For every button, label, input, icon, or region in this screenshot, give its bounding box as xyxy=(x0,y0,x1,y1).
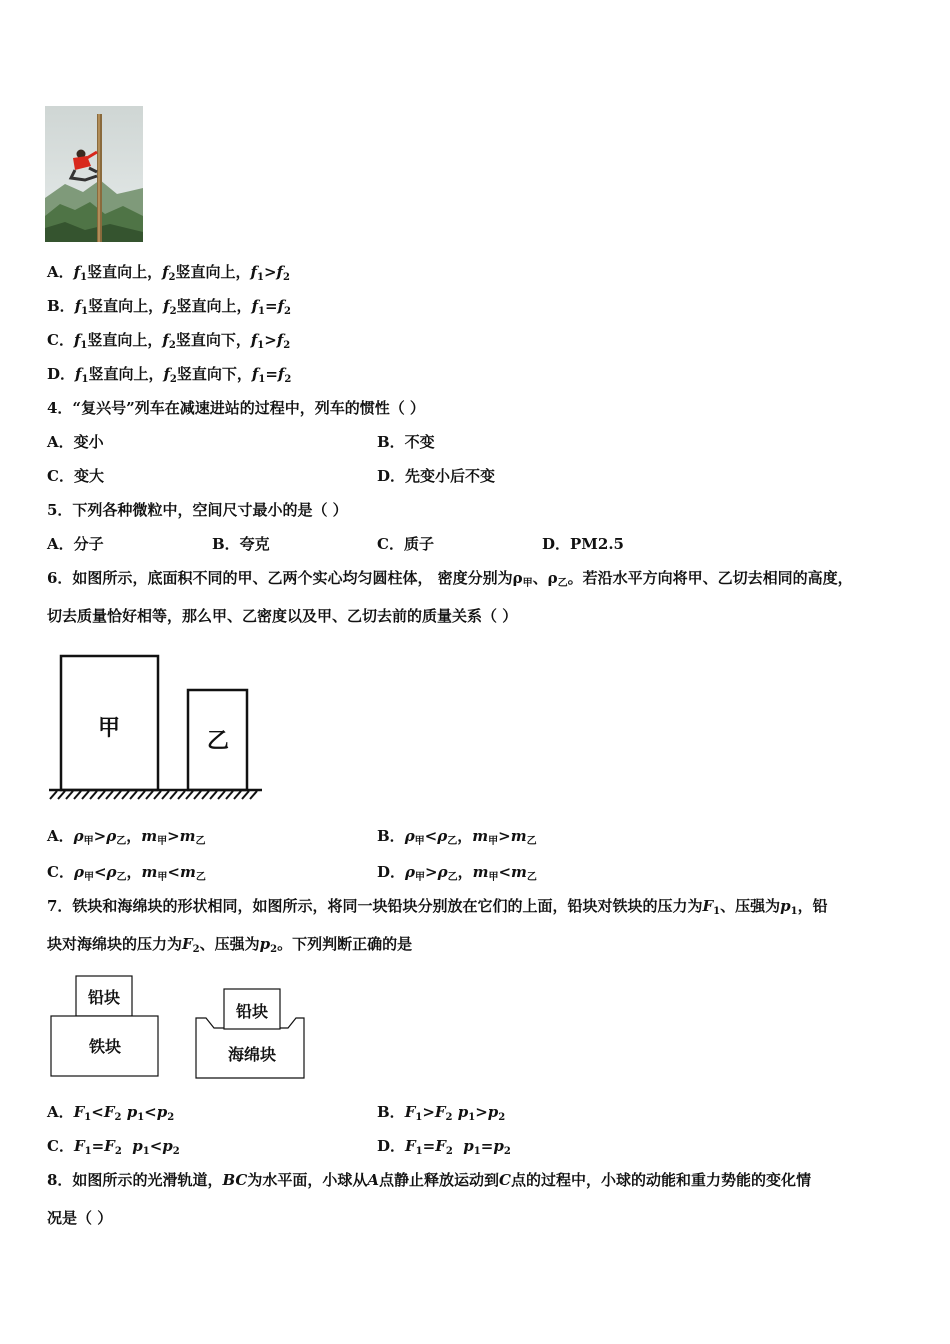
q4-option-a[interactable]: A．变小 xyxy=(47,433,104,451)
q6-cylinders-figure xyxy=(46,652,266,802)
q4-option-b[interactable]: B．不变 xyxy=(377,433,435,451)
q4-option-d[interactable]: D．先变小后不变 xyxy=(377,467,496,485)
q3-option-c[interactable]: C．$f_1$竖直向上，$f_2$竖直向下，$f_1>f_2$ xyxy=(47,331,291,351)
q7-option-d[interactable]: D．$F_1=F_2$ $p_1=p_2$ xyxy=(377,1137,511,1157)
q5-option-b[interactable]: B．夸克 xyxy=(212,535,270,553)
q5-option-d[interactable]: D．PM2.5 xyxy=(542,535,624,553)
q5-option-c[interactable]: C．质子 xyxy=(377,535,434,553)
q3-option-a[interactable]: A．$f_1$竖直向上，$f_2$竖直向上，$f_1>f_2$ xyxy=(47,263,290,283)
q4-option-c[interactable]: C．变大 xyxy=(47,467,104,485)
cylinder-jia-label: 甲 xyxy=(97,716,121,741)
lead-block-label-2: 铅块 xyxy=(235,1002,269,1021)
q7-option-c[interactable]: C．$F_1=F_2$ $p_1<p_2$ xyxy=(47,1137,180,1157)
q7-option-b[interactable]: B．$F_1>F_2$ $p_1>p_2$ xyxy=(377,1103,506,1123)
q7-stem-line1: 7．铁块和海绵块的形状相同，如图所示，将同一块铅块分别放在它们的上面，铅块对铁块的压力为$F_1$、压强为$p_1$，铅 xyxy=(47,897,828,917)
q5-stem: 5．下列各种微粒中，空间尺寸最小的是（ ） xyxy=(47,501,348,519)
q5-option-a[interactable]: A．分子 xyxy=(47,535,104,553)
q8-stem-line1: 8．如图所示的光滑轨道，BC为水平面，小球从A点静止释放运动到C点的过程中，小球的动能和重力势能的变化情 xyxy=(47,1171,811,1189)
cylinder-yi-label: 乙 xyxy=(206,729,230,754)
q7-stem-line2: 块对海绵块的压力为$F_2$、压强为$p_2$。下列判断正确的是 xyxy=(47,935,413,955)
q3-option-b[interactable]: B．$f_1$竖直向上，$f_2$竖直向上，$f_1=f_2$ xyxy=(47,297,291,317)
q6-option-c[interactable]: C．$\rho_甲<\rho_乙$，$m_甲<m_乙$ xyxy=(47,863,206,883)
q6-option-b[interactable]: B．$\rho_甲<\rho_乙$，$m_甲>m_乙$ xyxy=(377,827,537,847)
q6-stem-line1: 6．如图所示，底面积不同的甲、乙两个实心均匀圆柱体， 密度分别为$\rho_甲$、$\rho_乙$。若沿水平方向将甲、乙切去相同的高度， xyxy=(47,569,853,589)
q3-option-d[interactable]: D．$f_1$竖直向上，$f_2$竖直向下，$f_1=f_2$ xyxy=(47,365,292,385)
q6-option-a[interactable]: A．$\rho_甲>\rho_乙$，$m_甲>m_乙$ xyxy=(47,827,206,847)
iron-block-label: 铁块 xyxy=(88,1037,122,1056)
q7-blocks-figure xyxy=(48,972,308,1082)
q6-option-d[interactable]: D．$\rho_甲>\rho_乙$，$m_甲<m_乙$ xyxy=(377,863,537,883)
lead-block-label-1: 铅块 xyxy=(87,988,121,1007)
sponge-block-label: 海绵块 xyxy=(227,1045,277,1064)
pole-climber-photo xyxy=(45,106,143,242)
q6-stem-line2: 切去质量恰好相等，那么甲、乙密度以及甲、乙切去前的质量关系（ ） xyxy=(47,607,518,625)
q4-stem: 4．“复兴号”列车在减速进站的过程中，列车的惯性（ ） xyxy=(47,399,425,417)
q8-stem-line2: 况是（ ） xyxy=(47,1209,113,1227)
q7-option-a[interactable]: A．$F_1<F_2$ $p_1<p_2$ xyxy=(47,1103,175,1123)
ground-hatching xyxy=(50,791,257,799)
